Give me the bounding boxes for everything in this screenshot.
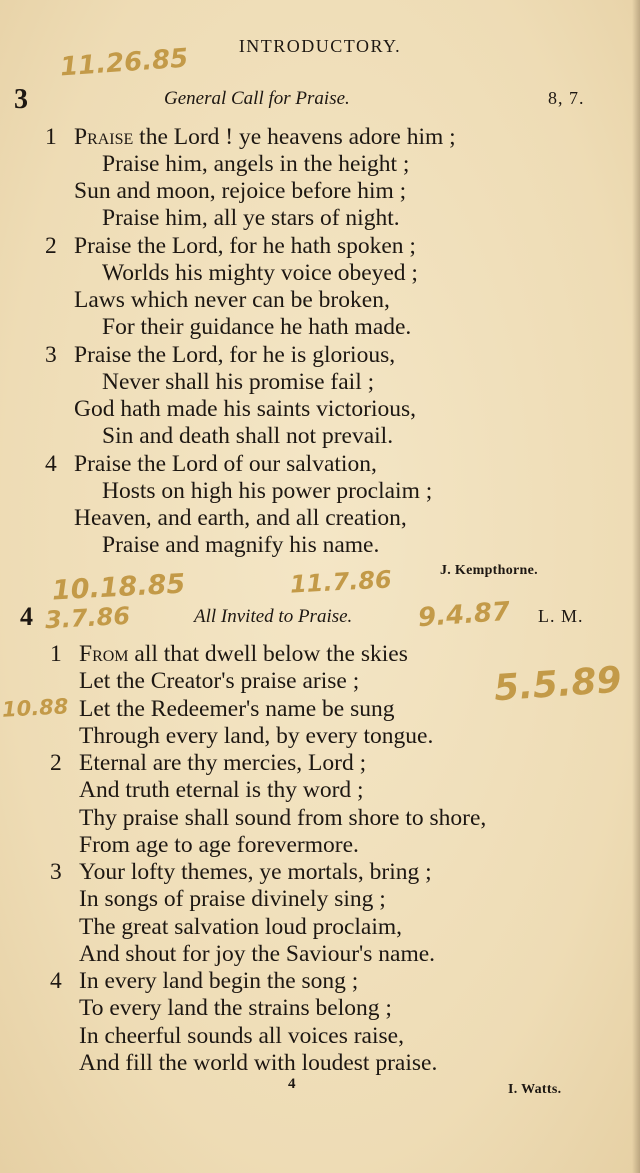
first-word: From xyxy=(79,641,129,667)
verse-line: The great salvation loud proclaim, xyxy=(79,914,403,940)
handwritten-note-top: 11.26.85 xyxy=(59,43,190,83)
verse-line: From age to age forevermore. xyxy=(79,832,359,858)
verse-line: Laws which never can be broken, xyxy=(74,287,390,313)
page-number: 4 xyxy=(288,1076,296,1092)
verse-line: From all that dwell below the skies xyxy=(79,641,408,667)
verse-line: Heaven, and earth, and all creation, xyxy=(74,505,407,531)
verse-line: In songs of praise divinely sing ; xyxy=(79,886,386,912)
verse-line: Sin and death shall not prevail. xyxy=(102,423,394,449)
handwritten-date-right: 11.7.86 xyxy=(289,565,393,599)
verse-number: 4 xyxy=(45,451,57,477)
handwritten-hymn4-left: 3.7.86 xyxy=(44,601,131,635)
verse-line: God hath made his saints victorious, xyxy=(74,396,417,422)
verse-line: And shout for joy the Saviour's name. xyxy=(79,941,436,967)
verse-line: Thy praise shall sound from shore to shore, xyxy=(79,805,487,831)
hymn-author: I. Watts. xyxy=(508,1082,562,1097)
verse-line: Sun and moon, rejoice before him ; xyxy=(74,178,407,204)
hymn-author: J. Kempthorne. xyxy=(440,563,538,578)
verse-line: Praise and magnify his name. xyxy=(102,532,380,558)
verse-line: For their guidance he hath made. xyxy=(102,314,412,340)
verse-line: And truth eternal is thy word ; xyxy=(79,777,364,803)
verse-line: And fill the world with loudest praise. xyxy=(79,1050,438,1076)
verse-line: To every land the strains belong ; xyxy=(79,995,392,1021)
handwritten-hymn4-right: 9.4.87 xyxy=(417,596,512,634)
handwritten-date-left: 10.18.85 xyxy=(51,568,186,607)
verse-number: 1 xyxy=(45,124,57,150)
verse-line: In every land begin the song ; xyxy=(79,968,359,994)
verse-number: 3 xyxy=(50,859,62,885)
verse-line: Your lofty themes, ye mortals, bring ; xyxy=(79,859,432,885)
verse-line: Praise the Lord, for he is glorious, xyxy=(74,342,396,368)
hymn-number: 4 xyxy=(20,602,33,631)
hymn-number: 3 xyxy=(14,84,28,115)
verse-line: Hosts on high his power proclaim ; xyxy=(102,478,433,504)
verse-line: Through every land, by every tongue. xyxy=(79,723,434,749)
verse-line: Let the Redeemer's name be sung xyxy=(79,696,395,722)
hymn-title: General Call for Praise. xyxy=(164,88,350,109)
verse-line: In cheerful sounds all voices raise, xyxy=(79,1023,404,1049)
hymn-meter: L. M. xyxy=(538,606,584,626)
verse-line: Let the Creator's praise arise ; xyxy=(79,668,360,694)
verse-number: 3 xyxy=(45,342,57,368)
verse-number: 4 xyxy=(50,968,62,994)
verse-line: Eternal are thy mercies, Lord ; xyxy=(79,750,367,776)
verse-line: Praise him, angels in the height ; xyxy=(102,151,410,177)
verse-number: 2 xyxy=(45,233,57,259)
verse-number: 2 xyxy=(50,750,62,776)
hymn-meter: 8, 7. xyxy=(548,88,585,108)
verse-line: Never shall his promise fail ; xyxy=(102,369,375,395)
handwritten-margin-left: 10.88 xyxy=(1,694,70,722)
verse-line: Praise him, all ye stars of night. xyxy=(102,205,400,231)
verse-line: Praise the Lord, for he hath spoken ; xyxy=(74,233,416,259)
verse-line: Worlds his mighty voice obeyed ; xyxy=(102,260,418,286)
page-edge-shadow xyxy=(632,0,640,1173)
handwritten-right-margin: 5.5.89 xyxy=(492,659,623,710)
verse-line: Praise the Lord ! ye heavens adore him ; xyxy=(74,124,456,150)
hymn-title: All Invited to Praise. xyxy=(194,606,353,627)
page-header: INTRODUCTORY. xyxy=(238,36,402,56)
first-word: Praise xyxy=(74,124,134,150)
verse-number: 1 xyxy=(50,641,62,667)
verse-line: Praise the Lord of our salvation, xyxy=(74,451,377,477)
